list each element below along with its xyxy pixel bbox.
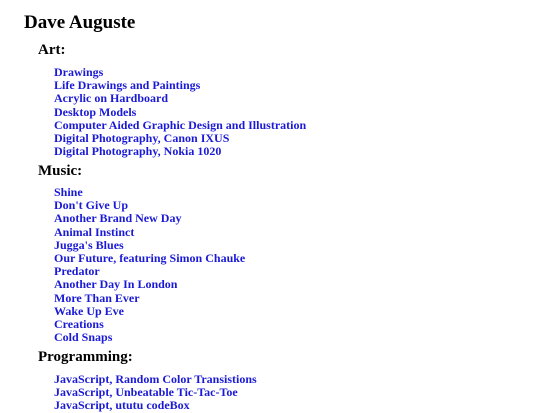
music-link-another-brand-new-day[interactable]: Another Brand New Day <box>54 211 182 226</box>
programming-link-codebox[interactable]: JavaScript, ututu codeBox <box>54 398 190 413</box>
music-link-cold-snaps[interactable]: Cold Snaps <box>54 330 113 345</box>
list-item <box>54 398 257 411</box>
art-link-drawings[interactable]: Drawings <box>54 65 104 79</box>
list-item <box>54 144 306 157</box>
list-item <box>54 105 306 118</box>
list-item <box>54 277 245 290</box>
music-link-list <box>54 185 245 343</box>
art-link-graphic-design[interactable]: Computer Aided Graphic Design and Illustration <box>54 117 307 132</box>
art-link-photography-nokia[interactable]: Digital Photography, Nokia 1020 <box>54 144 222 159</box>
list-item <box>54 251 245 264</box>
list-item <box>54 238 245 251</box>
list-item <box>54 264 245 277</box>
site-title: Dave Auguste <box>24 12 136 33</box>
music-link-juggas-blues[interactable]: Jugga's Blues <box>54 237 124 252</box>
music-link-shine[interactable]: Shine <box>54 185 83 199</box>
list-item <box>54 185 245 198</box>
list-item <box>54 211 245 224</box>
list-item <box>54 291 245 304</box>
music-link-predator[interactable]: Predator <box>54 264 100 279</box>
list-item <box>54 91 306 104</box>
music-link-more-than-ever[interactable]: More Than Ever <box>54 290 140 305</box>
programming-link-tic-tac-toe[interactable]: JavaScript, Unbeatable Tic-Tac-Toe <box>54 385 238 400</box>
music-link-dont-give-up[interactable]: Don't Give Up <box>54 198 129 213</box>
list-item <box>54 118 306 131</box>
list-item <box>54 317 245 330</box>
programming-link-random-color[interactable]: JavaScript, Random Color Transistions <box>54 372 257 386</box>
list-item <box>54 330 245 343</box>
music-link-wake-up-eve[interactable]: Wake Up Eve <box>54 303 125 318</box>
list-item <box>54 78 306 91</box>
list-item <box>54 372 257 385</box>
list-item <box>54 385 257 398</box>
art-link-life-drawings[interactable]: Life Drawings and Paintings <box>54 78 201 93</box>
music-link-animal-instinct[interactable]: Animal Instinct <box>54 224 135 239</box>
list-item <box>54 225 245 238</box>
music-link-another-day-in-london[interactable]: Another Day In London <box>54 277 178 292</box>
list-item <box>54 131 306 144</box>
music-link-creations[interactable]: Creations <box>54 316 104 331</box>
section-heading-programming: Programming: <box>38 349 133 365</box>
section-heading-art: Art: <box>38 42 66 58</box>
art-link-list <box>54 65 306 157</box>
art-link-photography-canon[interactable]: Digital Photography, Canon IXUS <box>54 130 230 145</box>
music-link-our-future[interactable]: Our Future, featuring Simon Chauke <box>54 250 246 265</box>
art-link-desktop-models[interactable]: Desktop Models <box>54 104 137 119</box>
list-item <box>54 304 245 317</box>
section-heading-music: Music: <box>38 163 83 179</box>
list-item <box>54 198 245 211</box>
art-link-acrylic[interactable]: Acrylic on Hardboard <box>54 91 168 106</box>
list-item <box>54 65 306 78</box>
programming-link-list <box>54 372 257 412</box>
